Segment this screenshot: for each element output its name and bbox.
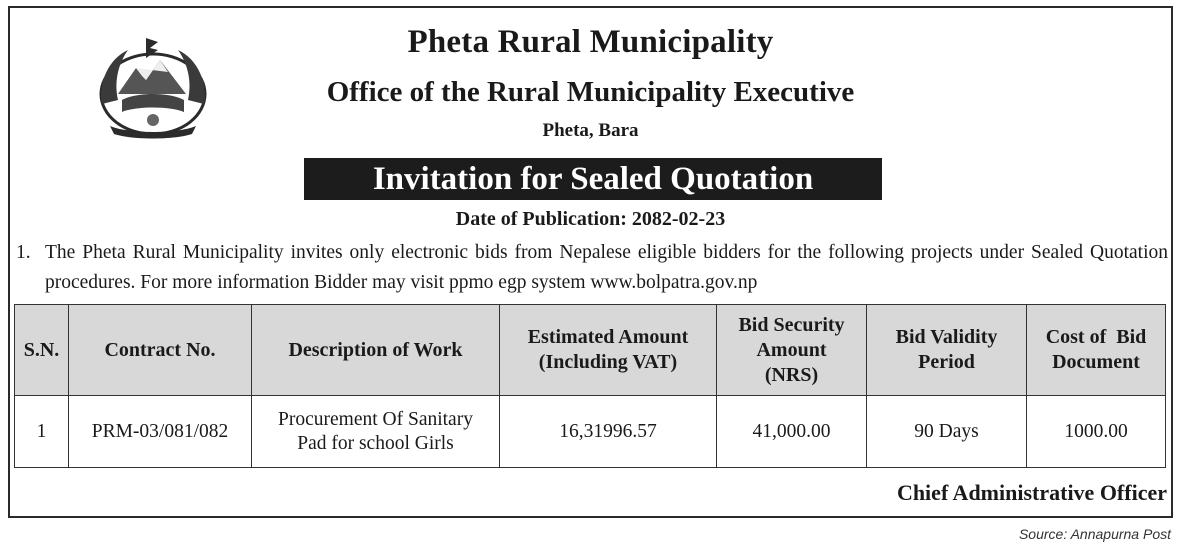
notice-paragraph bbox=[16, 238, 1168, 298]
col-validity-line2: Period bbox=[918, 351, 975, 373]
col-validity-line1: Bid Validity bbox=[895, 326, 998, 348]
cell-cost: 1000.00 bbox=[1027, 396, 1166, 468]
col-estimated-amount-line1: Estimated Amount bbox=[527, 326, 689, 348]
paragraph-number: 1. bbox=[16, 242, 31, 263]
signatory: Chief Administrative Officer bbox=[896, 480, 1167, 505]
cell-description-line1: Procurement Of Sanitary bbox=[278, 408, 473, 430]
col-bid-security-line2: Amount bbox=[756, 338, 827, 361]
location-text: Pheta, Bara bbox=[542, 120, 639, 141]
cell-contract-no: PRM-03/081/082 bbox=[69, 396, 252, 468]
col-sn: S.N. bbox=[15, 305, 69, 396]
paragraph-text: The Pheta Rural Municipality invites only electronic bids from Nepalese eligible bidders for the following projects under Sealed Quotation procedures. For more information Bidder may visit ppmo egp system www.bolpatra.gov.np bbox=[45, 242, 1168, 293]
cell-estimated-amount: 16,31996.57 bbox=[500, 396, 717, 468]
col-bid-security-line1: Bid Security bbox=[738, 313, 845, 336]
table-header-row bbox=[15, 305, 1166, 396]
municipality-title: Pheta Rural Municipality bbox=[407, 24, 774, 60]
col-bid-security-line3: (NRS) bbox=[764, 363, 819, 386]
cell-sn: 1 bbox=[15, 396, 69, 468]
cell-description bbox=[252, 396, 500, 468]
col-estimated-amount-line2: (Including VAT) bbox=[538, 351, 678, 373]
col-estimated-amount bbox=[500, 305, 717, 396]
col-cost-line2: Document bbox=[1052, 351, 1140, 373]
cell-validity: 90 Days bbox=[867, 396, 1027, 468]
notice-banner: Invitation for Sealed Quotation bbox=[304, 158, 882, 200]
col-contract-no: Contract No. bbox=[69, 305, 252, 396]
office-title: Office of the Rural Municipality Executive bbox=[326, 76, 855, 108]
col-bid-security bbox=[717, 305, 867, 396]
publication-date: Date of Publication: 2082-02-23 bbox=[455, 208, 726, 230]
col-cost-line1: Cost of Bid bbox=[1045, 326, 1147, 348]
col-validity bbox=[867, 305, 1027, 396]
source-credit: Source: Annapurna Post bbox=[1018, 526, 1171, 542]
col-cost bbox=[1027, 305, 1166, 396]
cell-bid-security: 41,000.00 bbox=[717, 396, 867, 468]
quotation-table bbox=[14, 304, 1166, 468]
table-row bbox=[15, 396, 1166, 468]
col-description: Description of Work bbox=[252, 305, 500, 396]
cell-description-line2: Pad for school Girls bbox=[297, 432, 454, 454]
